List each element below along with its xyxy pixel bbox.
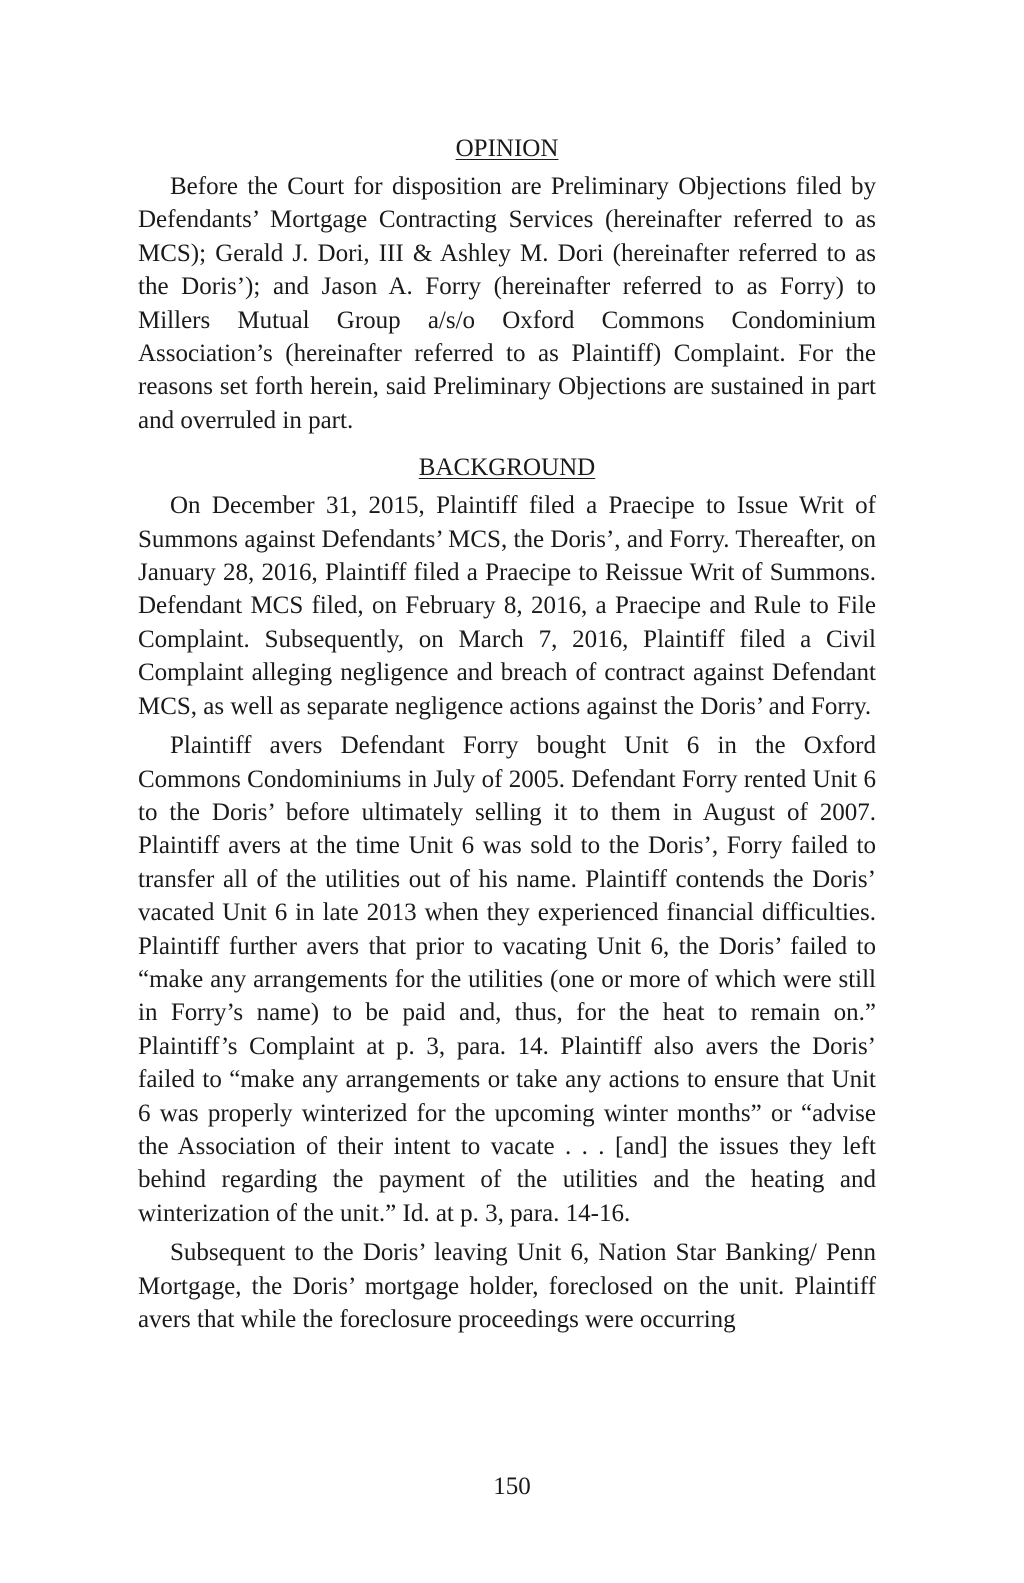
section-heading-background [138, 451, 876, 485]
document-page [138, 132, 876, 1336]
heading-text: BACKGROUND [418, 454, 596, 482]
page-number: 150 [493, 1473, 531, 1500]
paragraph-background-1: On December 31, 2015, Plaintiff filed a Praecipe to Issue Writ of Summons against Defendants’ MCS, the Doris’, and Forry. Thereafter, on January 28, 2016, Plaintiff filed a Praecipe to Reissue Writ of Summons. Defendant MCS filed, on February 8, 2016, a Praecipe and Rule to File Complaint. Subsequently, on March 7, 2016, Plaintiff filed a Civil Complaint alleging negligence and breach of contract against Defendant MCS, as well as separate negligence actions against the Doris’ and Forry. [138, 492, 876, 720]
section-heading-opinion [138, 132, 876, 166]
paragraph-background-2: Plaintiff avers Defendant Forry bought Unit 6 in the Oxford Commons Condominiums in July of 2005. Defendant Forry rented Unit 6 to the Doris’ before ultimately selling it to them in August of 2007. Plaintiff avers at the time Unit 6 was sold to the Doris’, Forry failed to transfer all of the utilities out of his name. Plaintiff contends the Doris’ vacated Unit 6 in late 2013 when they experienced financial difficulties. Plaintiff further avers that prior to vacating Unit 6, the Doris’ failed to “make any arrangements for the utilities (one or more of which were still in Forry’s name) to be paid and, thus, for the heat to remain on.” Plaintiff’s Complaint at p. 3, para. 14. Plaintiff also avers the Doris’ failed to “make any arrangements or take any actions to ensure that Unit 6 was properly winterized for the upcoming winter months” or “advise the Association of their intent to vacate . . . [and] the issues they left behind regarding the payment of the utilities and the heating and winterization of the unit.” Id. at p. 3, para. 14-16. [138, 732, 876, 1227]
paragraph-opinion-1: Before the Court for disposition are Preliminary Objections filed by Defendants’ Mortgage Contracting Services (hereinafter referred to as MCS); Gerald J. Dori, III & Ashley M. Dori (hereinafter referred to as the Doris’); and Jason A. Forry (hereinafter referred to as Forry) to Millers Mutual Group a/s/o Oxford Commons Condominium Association’s (hereinafter referred to as Plaintiff) Complaint. For the reasons set forth herein, said Preliminary Objections are sustained in part and overruled in part. [138, 173, 876, 434]
heading-text: OPINION [455, 135, 559, 162]
paragraph-background-3: Subsequent to the Doris’ leaving Unit 6, Nation Star Banking/ Penn Mortgage, the Doris’ mortgage holder, foreclosed on the unit. Plaintiff avers that while the foreclosure proceedings were occurring [138, 1239, 876, 1333]
